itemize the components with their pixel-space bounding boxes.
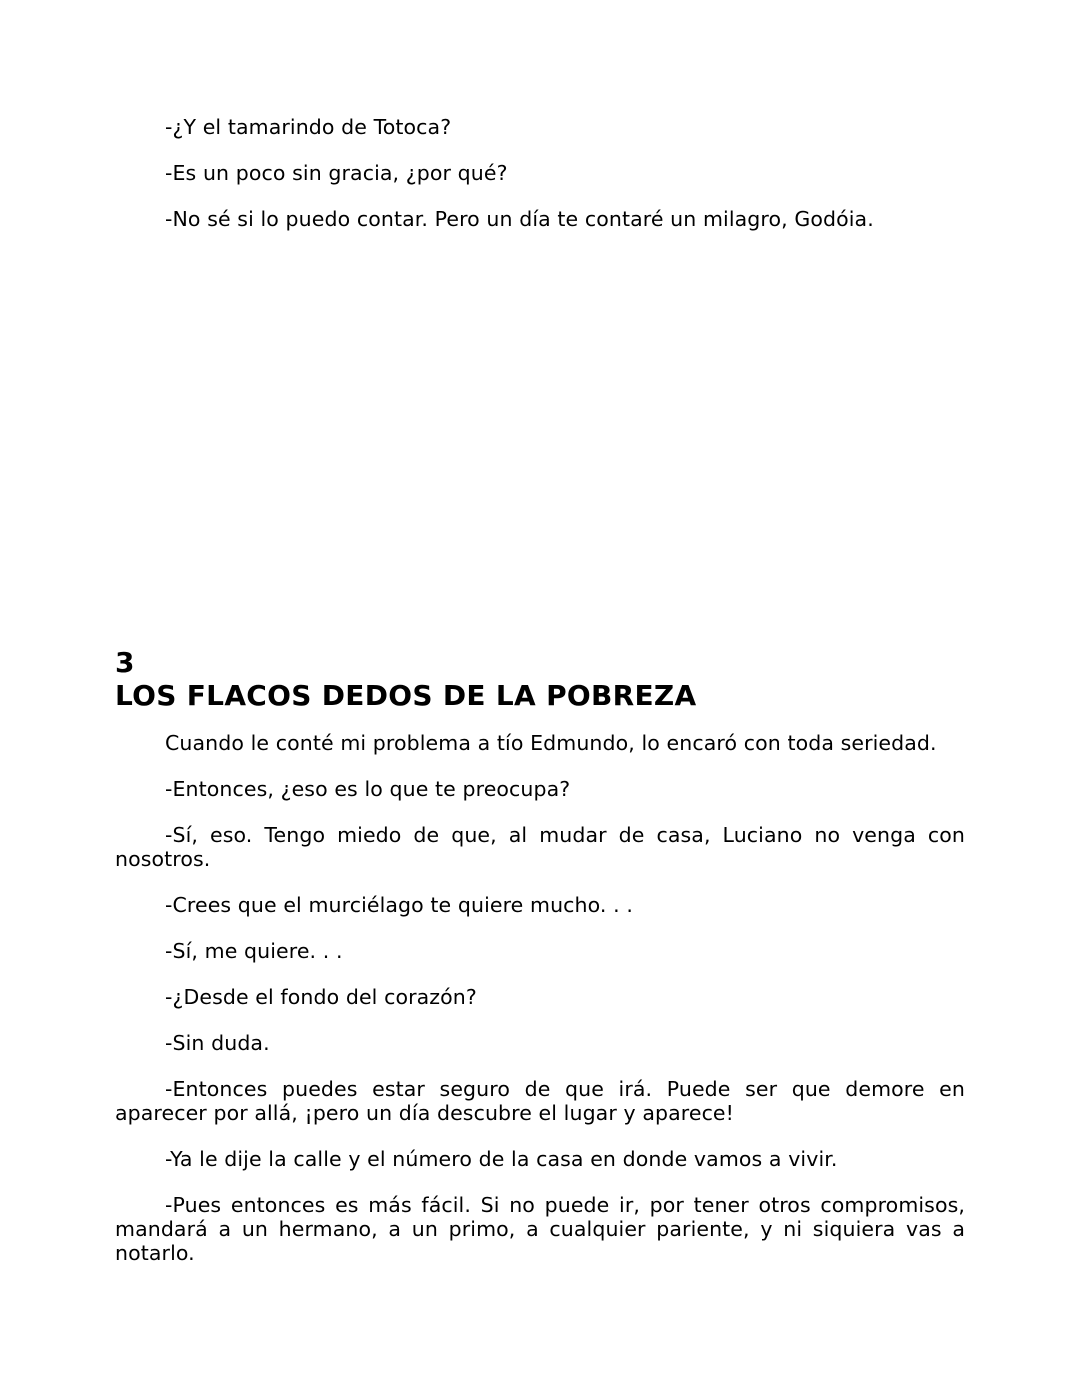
dialogue-paragraph: -¿Y el tamarindo de Totoca?: [165, 115, 452, 139]
chapter-title: LOS FLACOS DEDOS DE LA POBREZA: [115, 679, 697, 712]
chapter-number: 3: [115, 646, 135, 679]
previous-chapter-ending: [115, 115, 965, 253]
dialogue-paragraph: -Ya le dije la calle y el número de la casa en donde vamos a vivir.: [165, 1147, 838, 1171]
dialogue-paragraph: -Sin duda.: [165, 1031, 270, 1055]
dialogue-paragraph: -No sé si lo puedo contar. Pero un día te contaré un milagro, Godóia.: [165, 207, 874, 231]
dialogue-paragraph: -Sí, me quiere. . .: [165, 939, 343, 963]
dialogue-paragraph: -Crees que el murciélago te quiere mucho. . .: [165, 893, 633, 917]
dialogue-paragraph: -Sí, eso. Tengo miedo de que, al mudar de casa, Luciano no venga con nosotros.: [115, 823, 965, 871]
dialogue-paragraph: -Entonces puedes estar seguro de que irá. Puede ser que demore en aparecer por allá, ¡pero un día descubre el lugar y aparece!: [115, 1077, 965, 1125]
dialogue-paragraph: -Pues entonces es más fácil. Si no puede ir, por tener otros compromisos, mandará a un hermano, a un primo, a cualquier pariente, y ni siquiera vas a notarlo.: [115, 1193, 965, 1265]
narrative-paragraph: Cuando le conté mi problema a tío Edmundo, lo encaró con toda seriedad.: [165, 731, 937, 755]
chapter-section: [115, 647, 965, 1287]
dialogue-paragraph: -Es un poco sin gracia, ¿por qué?: [165, 161, 508, 185]
dialogue-paragraph: -¿Desde el fondo del corazón?: [165, 985, 477, 1009]
dialogue-paragraph: -Entonces, ¿eso es lo que te preocupa?: [165, 777, 571, 801]
